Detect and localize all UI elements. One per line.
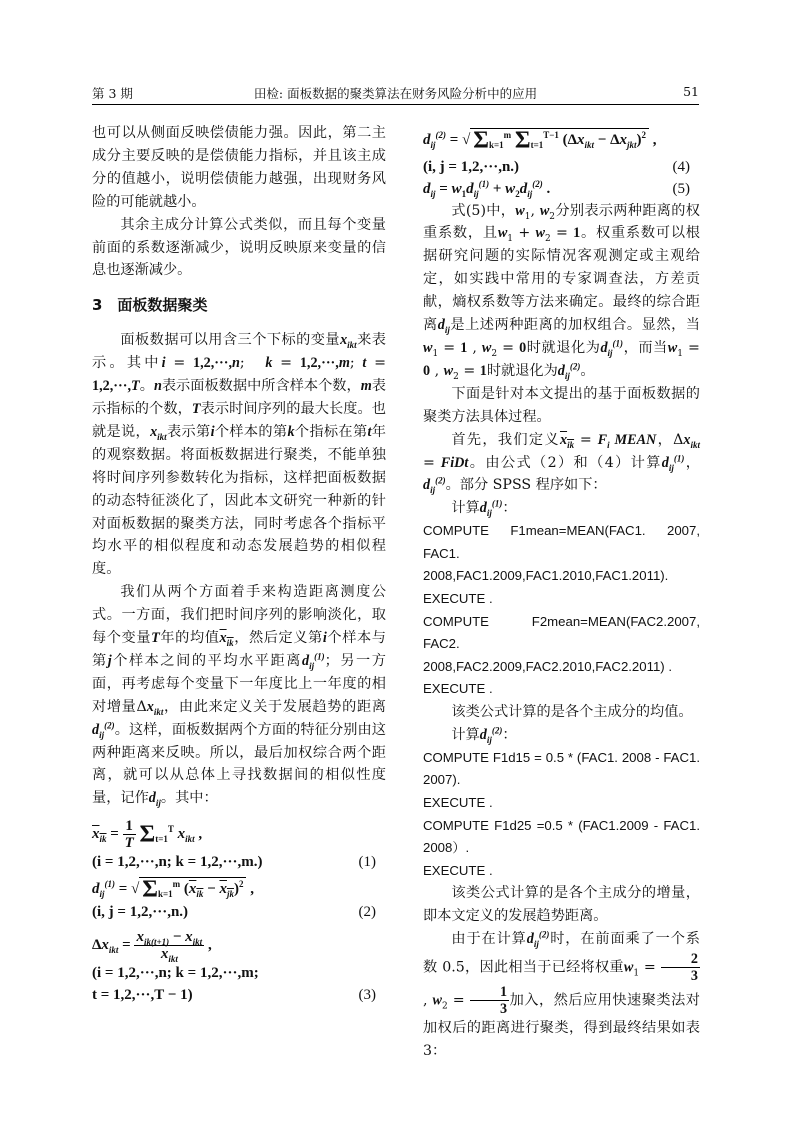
code-line: COMPUTE F1mean=MEAN(FAC1. 2007, FAC1. 2008,FAC1.2009,FAC1.2010,FAC1.2011). — [423, 523, 700, 584]
issue-number: 第 3 期 — [92, 86, 133, 101]
equation-2-condition: (i, j = 1,2,···,n.) (2) — [92, 903, 376, 920]
equation-3: $\Delta x_{ikt}$ = $\frac{x_{ik(t+1)} - x_{ikt}}{x_{ikt}}$ , — [92, 928, 212, 964]
left-column — [92, 122, 386, 1006]
page-number: 51 — [683, 84, 699, 99]
equation-2: $d_{ij}^{(1)}$ = √ $\Sigma_{k=1}^m$ $(x_{ik} - x_{jk})^2$ , — [92, 876, 254, 903]
right-column — [423, 128, 700, 1063]
equation-1-condition: (i = 1,2,···,n; k = 1,2,···,m.) (1) — [92, 854, 376, 871]
equation-1: $x_{ik}$ = $\frac{1}{T}$ $\Sigma_{t=1}^T$ $x_{ikt}$ , — [92, 818, 203, 852]
paragraph: 下面是针对本文提出的基于面板数据的聚类方法具体过程。 — [423, 385, 700, 425]
paragraph: 式(5)中，$w_1$, $w_2$分别表示两种距离的权重系数，且$w_1 + w_2 = 1$。权重系数可以根据研究问题的实际情况客观测定或主观给定，如实践中常用的专家调查法，方差贡献，熵权系数等方法来确定。最终的综合距离$d_{ij}$是上述两种距离的加权组合。显然，当$w_1 = 1$ , $w_2 = 0$时就退化为$d_{ij}^{(1)}$，而当$w_1 = 0$ , $w_2 = 1$时就退化为$d_{ij}^{(2)}$。 — [423, 202, 700, 382]
equation-4: $d_{ij}^{(2)}$ = √ $\Sigma_{k=1}^m$ $\Sigma_{t=1}^{T-1}$ $(\Delta x_{ikt} - \Delta x_{jkt})^2$ , — [423, 127, 657, 154]
paragraph: 计算$d_{ij}^{(2)}$： — [451, 725, 517, 745]
code-line: EXECUTE . — [423, 862, 493, 878]
paragraph: 其余主成分计算公式类似，而且每个变量前面的系数逐渐减少，说明反映原来变量的信息也逐渐减少。 — [92, 216, 386, 279]
paragraph: 计算$d_{ij}^{(1)}$： — [451, 498, 517, 519]
equation-3-condition: t = 1,2,···,T − 1) (3) — [92, 986, 376, 1003]
paragraph: 首先，我们定义$x_{ik} = F_i$ MEAN，$\Delta x_{ikt}$ = FiDt。由公式（2）和（4）计算$d_{ij}^{(1)}$，$d_{ij}^{(2)}$。部分 SPSS 程序如下： — [423, 431, 700, 496]
paragraph: 该类公式计算的是各个主成分的增量，即本文定义的发展趋势距离。 — [423, 885, 700, 925]
paragraph: 我们从两个方面着手来构造距离测度公式。一方面，我们把时间序列的影响淡化，取每个变量T年的均值$x_{ik}$，然后定义第i个样本与第j个样本之间的平均水平距离$d_{ij}^{(1)}$；另一方面，再考虑每个变量下一年度比上一年度的相对增量$\Delta x_{ikt}$，由此来定义关于发展趋势的距离$d_{ij}^{(2)}$。这样，面板数据两个方面的特征分别由这两种距离来反映。所以，最后加权综合两个距离，就可以从总体上寻找数据间的相似性度量，记作$d_{ij}$。其中： — [92, 584, 386, 809]
paragraph: 面板数据可以用含三个下标的变量$x_{ikt}$来表示。其中i = 1,2,···,n; k = 1,2,···,m; t = 1,2,···,T。n表示面板数据中所含样本个数，m表示指标的个数，T表示时间序列的最大长度。也就是说，$x_{ikt}$表示第i个样本的第k个指标在第t年的观察数据。将面板数据进行聚类，不能单独将时间序列参数转化为指标，这样把面板数据的动态特征淡化了，因此本文研究一种新的针对面板数据的聚类方法，同时考虑各个指标平均水平的相似程度和动态发展趋势的相似程度。 — [92, 332, 386, 578]
paragraph: 由于在计算$d_{ij}^{(2)}$时，在前面乘了一个系数 0.5，因此相当于已经将权重$w_1$ = $\frac{2}{3}$ , $w_2$ = $\frac{1}{3}$ 加入，然后应用快速聚类法对加权后的距离进行聚类，得到最终结果如表 3： — [423, 929, 700, 1059]
running-header — [92, 84, 699, 105]
code-line: COMPUTE F1d25 =0.5 * (FAC1.2009 - FAC1. 2008）. — [423, 817, 700, 856]
equation-3-condition: (i = 1,2,···,n; k = 1,2,···,m; — [92, 964, 259, 981]
equation-5: $d_{ij} = w_1d_{ij}^{(1)} + w_2d_{ij}^{(2)}$ . (5) — [423, 178, 690, 199]
code-line: COMPUTE F1d15 = 0.5 * (FAC1. 2008 - FAC1. 2007). — [423, 749, 700, 788]
section-heading: 3 面板数据聚类 — [92, 296, 208, 315]
paragraph: 该类公式计算的是各个主成分的均值。 — [451, 704, 693, 720]
paragraph: 也可以从侧面反映偿债能力强。因此，第二主成分主要反映的是偿债能力指标，并且该主成分的值越小，说明偿债能力越强，出现财务风险的可能就越小。 — [92, 125, 386, 210]
code-line: EXECUTE . — [423, 681, 493, 697]
code-line: COMPUTE F2mean=MEAN(FAC2.2007, FAC2. 2008,FAC2.2009,FAC2.2010,FAC2.2011) . — [423, 613, 700, 674]
code-line: EXECUTE . — [423, 591, 493, 607]
equation-4-condition: (i, j = 1,2,···,n.) (4) — [423, 158, 690, 175]
running-title: 田检: 面板数据的聚类算法在财务风险分析中的应用 — [253, 86, 538, 101]
code-line: EXECUTE . — [423, 795, 493, 810]
